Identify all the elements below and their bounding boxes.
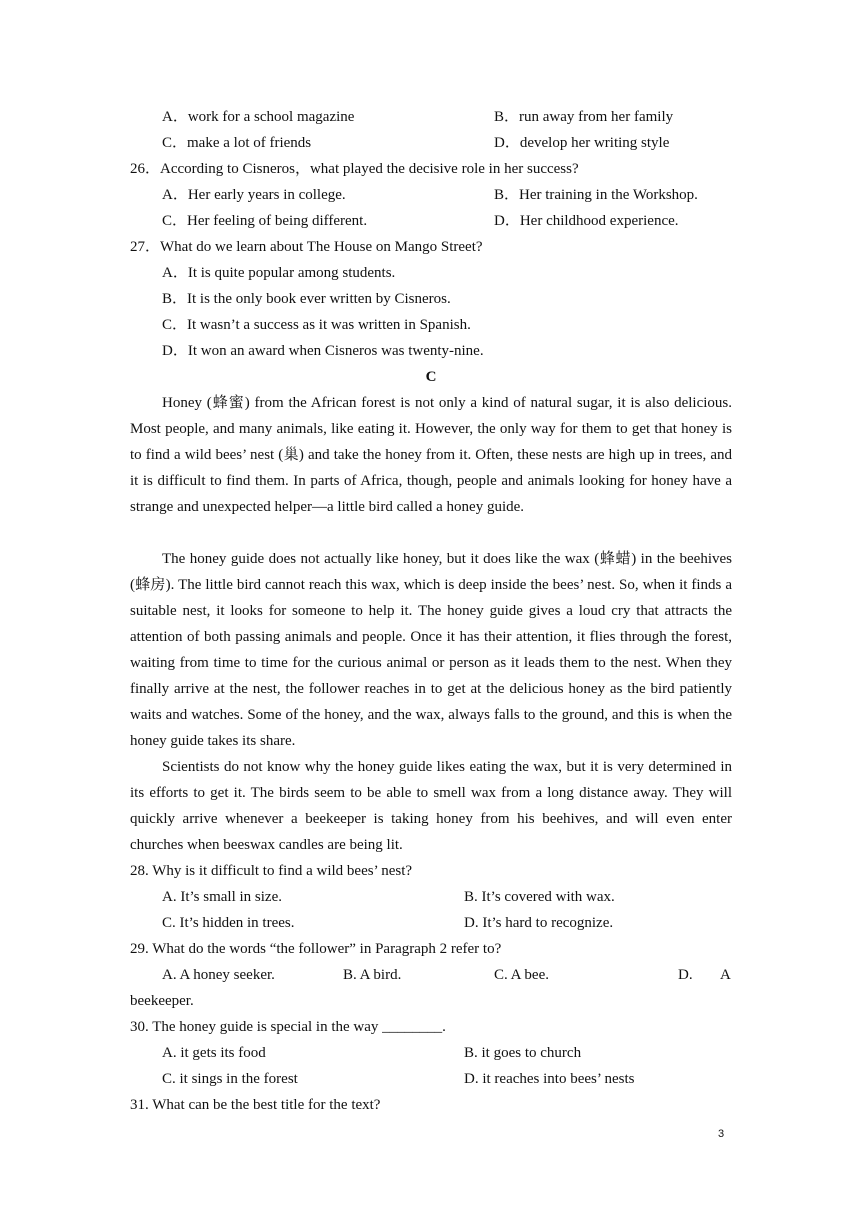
q27-option-a: A．It is quite popular among students. [162,265,396,281]
q30-option-c: C. it sings in the forest [162,1071,298,1087]
q25-option-b: B．run away from her family [494,109,674,125]
q30-question: 30. The honey guide is special in the way ________. [130,1019,446,1035]
q27-option-d: D．It won an award when Cisneros was twenty-nine. [162,343,484,359]
q25-options-row-2 [130,130,732,156]
page-number: 3 [718,1128,725,1140]
q31-question: 31. What can be the best title for the text? [130,1097,381,1113]
q28-option-c: C. It’s hidden in trees. [162,915,295,931]
q25-options-row-1 [130,104,732,130]
q29-options-row [130,962,732,988]
q30-option-d: D. it reaches into bees’ nests [464,1071,635,1087]
q29-option-c: C. A bee. [494,967,549,983]
passage-paragraph-2: The honey guide does not actually like honey, but it does like the wax (蜂蜡) in the beehives (蜂房). The little bird cannot reach this wax, which is deep inside the bees’ nest. So, when it finds a suitable nest, it looks for someone to help it. The honey guide gives a loud cry that attracts the attention of both passing animals and people. Once it has their attention, it flies through the forest, waiting from time to time for the curious animal or person as it leads them to the nest. When they finally arrive at the nest, the follower reaches in to get at the delicious honey as the bird patiently waits and watches. Some of the honey, and the wax, always falls to the ground, and this is when the honey guide takes its share. [130,551,732,749]
q29-option-b: B. A bird. [343,967,402,983]
q28-options-row-2 [130,910,732,936]
q25-option-c: C．make a lot of friends [162,135,312,151]
q30-option-a: A. it gets its food [162,1045,266,1061]
q26-option-c: C．Her feeling of being different. [162,213,368,229]
q27-option-c: C．It wasn’t a success as it was written in Spanish. [162,317,471,333]
passage-paragraph-1: Honey (蜂蜜) from the African forest is not only a kind of natural sugar, it is also delicious. Most people, and many animals, like eating it. However, the only way for them to get that honey is to find a wild bees’ nest (巢) and take the honey from it. Often, these nests are high up in trees, and it is difficult to find them. In parts of Africa, though, people and animals looking for honey have a strange and unexpected helper—a little bird called a honey guide. [130,395,732,515]
q26-option-b: B．Her training in the Workshop. [494,187,698,203]
q29-question: 29. What do the words “the follower” in Paragraph 2 refer to? [130,941,502,957]
q29-option-d-letter: D. [678,967,693,983]
q28-option-a: A. It’s small in size. [162,889,282,905]
passage-paragraph-3: Scientists do not know why the honey guide likes eating the wax, but it is very determined in its efforts to get it. The birds seem to be able to smell wax from a long distance away. They will quickly arrive whenever a beekeeper is taking honey from his beehives, and will even enter churches when beeswax candles are being lit. [130,759,732,853]
q29-option-d-continued: beekeeper. [130,993,194,1009]
q25-option-d: D．develop her writing style [494,135,670,151]
q26-options-row-2 [130,208,732,234]
q29-option-d-word: A [720,967,731,983]
q30-options-row-1 [130,1040,732,1066]
q28-option-d: D. It’s hard to recognize. [464,915,614,931]
q27-option-b: B．It is the only book ever written by Cisneros. [162,291,451,307]
q28-option-b: B. It’s covered with wax. [464,889,615,905]
q30-options-row-2 [130,1066,732,1092]
q29-option-a: A. A honey seeker. [162,967,275,983]
q25-option-a: A．work for a school magazine [162,109,355,125]
q26-option-d: D．Her childhood experience. [494,213,679,229]
q26-question: 26．According to Cisneros，what played the decisive role in her success? [130,161,579,177]
q26-option-a: A．Her early years in college. [162,187,346,203]
q28-options-row-1 [130,884,732,910]
q27-question: 27．What do we learn about The House on Mango Street? [130,239,483,255]
q30-option-b: B. it goes to church [464,1045,582,1061]
q26-options-row-1 [130,182,732,208]
section-heading: C [425,369,437,385]
q28-question: 28. Why is it difficult to find a wild bees’ nest? [130,863,413,879]
